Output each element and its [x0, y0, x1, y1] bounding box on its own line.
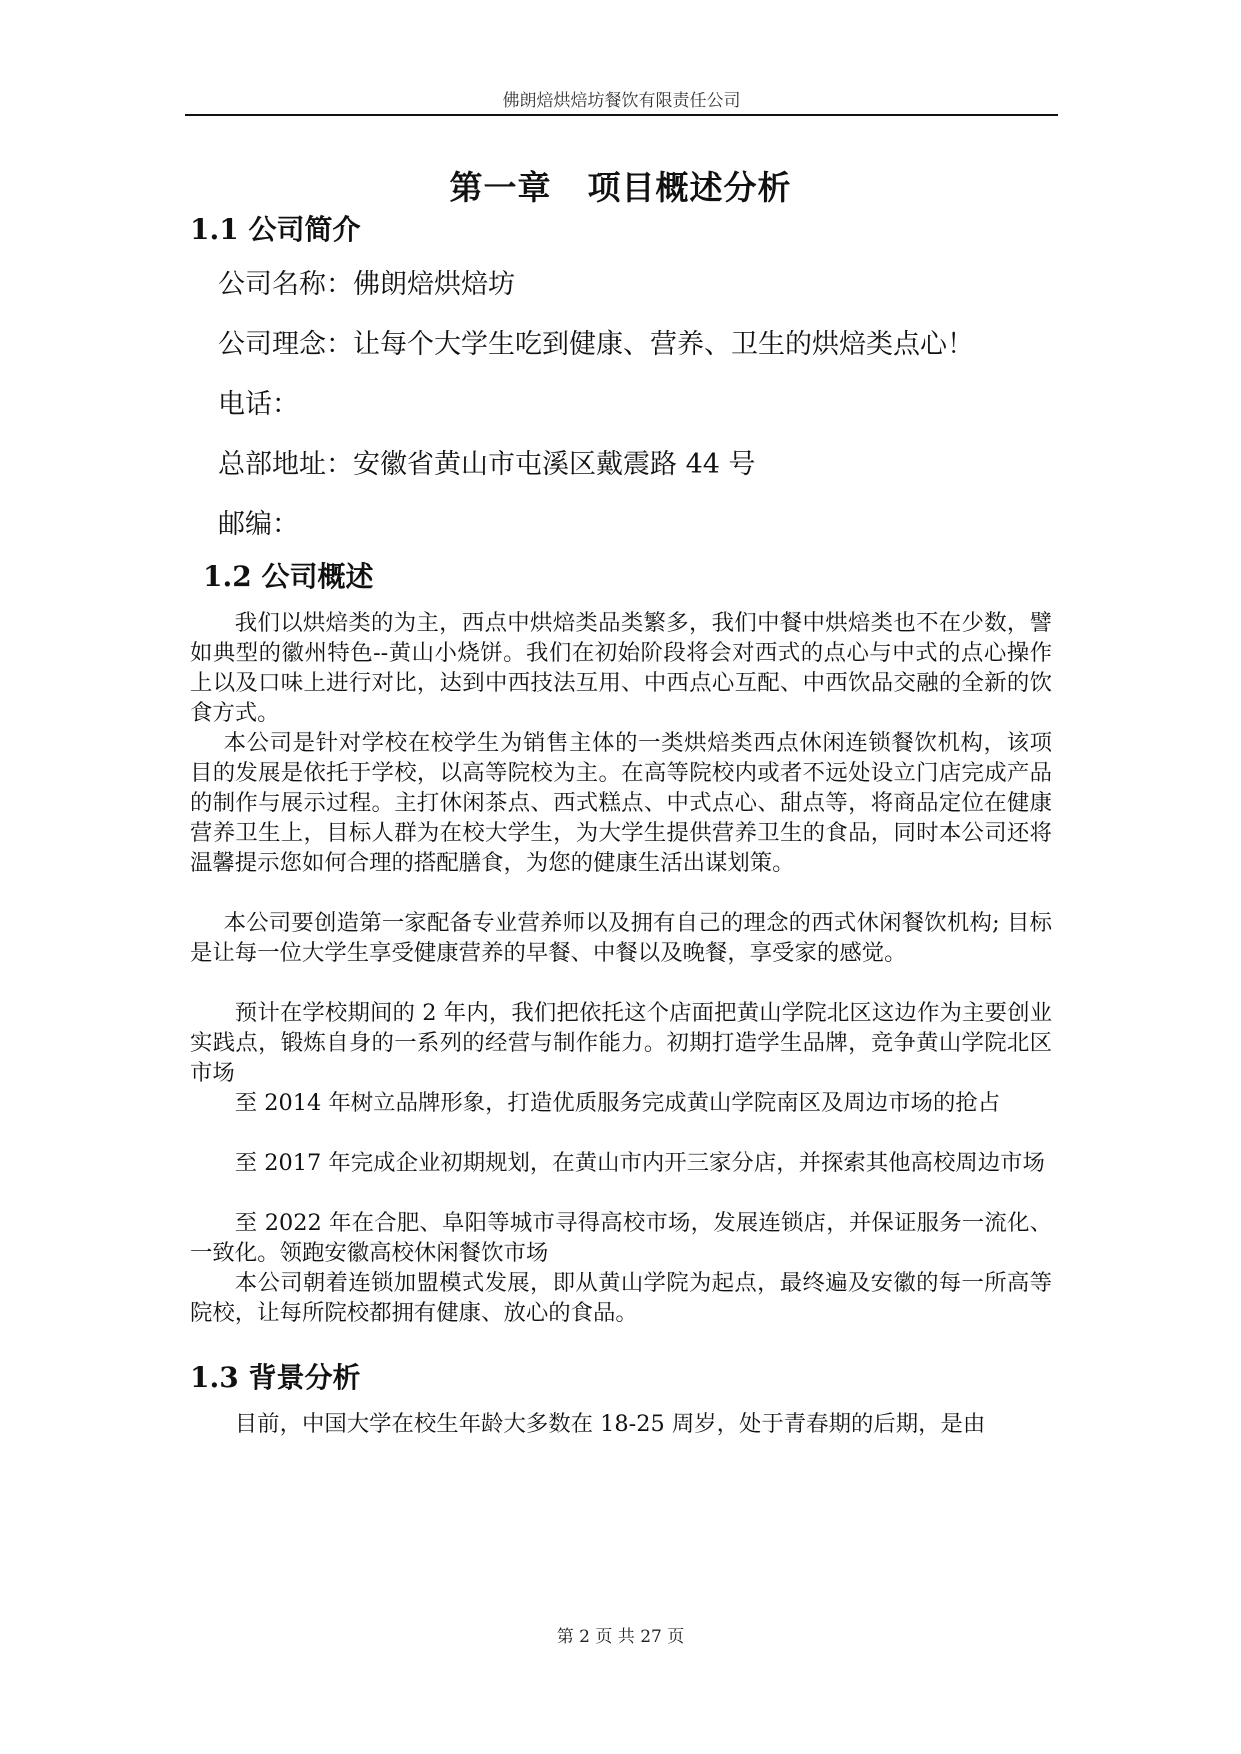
- chapter-name: 项目概述分析: [587, 168, 792, 207]
- header-rule: [185, 114, 1058, 116]
- paragraph-overview-4: 预计在学校期间的 2 年内，我们把依托这个店面把黄山学院北区这边作为主要创业实践点，锻炼自身的一系列的经营与制作能力。初期打造学生品牌，竞争黄山学院北区市场: [190, 1000, 1052, 1086]
- section-heading-1-2: 1.2 公司概述: [203, 560, 374, 593]
- paragraph-overview-6: 至 2017 年完成企业初期规划，在黄山市内开三家分店，并探索其他高校周边市场: [234, 1150, 1045, 1176]
- postcode-line: 邮编：: [218, 509, 299, 540]
- company-philosophy-line: 公司理念：让每个大学生吃到健康、营养、卫生的烘焙类点心！: [218, 329, 974, 360]
- section-heading-1-1: 1.1 公司简介: [190, 213, 361, 246]
- chapter-label: 第一章: [449, 168, 552, 207]
- company-name-line: 公司名称：佛朗焙烘焙坊: [218, 269, 515, 300]
- page-header: 佛朗焙烘焙坊餐饮有限责任公司: [502, 91, 741, 111]
- paragraph-overview-1: 我们以烘焙类的为主，西点中烘焙类品类繁多，我们中餐中烘焙类也不在少数，譬如典型的徽州特色--黄山小烧饼。我们在初始阶段将会对西式的点心与中式的点心操作上以及口味上进行对比，达到中西技法互用、中西点心互配、中西饮品交融的全新的饮食方式。: [190, 610, 1052, 726]
- paragraph-overview-5: 至 2014 年树立品牌形象，打造优质服务完成黄山学院南区及周边市场的抢占: [234, 1090, 1001, 1116]
- paragraph-overview-7: 至 2022 年在合肥、阜阳等城市寻得高校市场，发展连锁店，并保证服务一流化、一致化。领跑安徽高校休闲餐饮市场: [190, 1210, 1052, 1266]
- section-heading-1-3: 1.3 背景分析: [190, 1361, 361, 1394]
- paragraph-overview-2: 本公司是针对学校在校学生为销售主体的一类烘焙类西点休闲连锁餐饮机构，该项目的发展是依托于学校，以高等院校为主。在高等院校内或者不远处设立门店完成产品的制作与展示过程。主打休闲茶点、西式糕点、中式点心、甜点等，将商品定位在健康营养卫生上，目标人群为在校大学生，为大学生提供营养卫生的食品，同时本公司还将温馨提示您如何合理的搭配膳食，为您的健康生活出谋划策。: [190, 730, 1052, 876]
- paragraph-overview-8: 本公司朝着连锁加盟模式发展，即从黄山学院为起点，最终遍及安徽的每一所高等院校，让每所院校都拥有健康、放心的食品。: [190, 1270, 1052, 1326]
- paragraph-background-1: 目前，中国大学在校生年龄大多数在 18-25 周岁，处于青春期的后期，是由: [234, 1411, 986, 1437]
- chapter-title: [0, 162, 1241, 209]
- address-line: 总部地址：安徽省黄山市屯溪区戴震路 44 号: [218, 449, 756, 480]
- paragraph-overview-3: 本公司要创造第一家配备专业营养师以及拥有自己的理念的西式休闲餐饮机构; 目标是让每一位大学生享受健康营养的早餐、中餐以及晚餐，享受家的感觉。: [190, 910, 1052, 966]
- page-footer: 第 2 页 共 27 页: [556, 1627, 685, 1647]
- phone-line: 电话：: [218, 389, 299, 420]
